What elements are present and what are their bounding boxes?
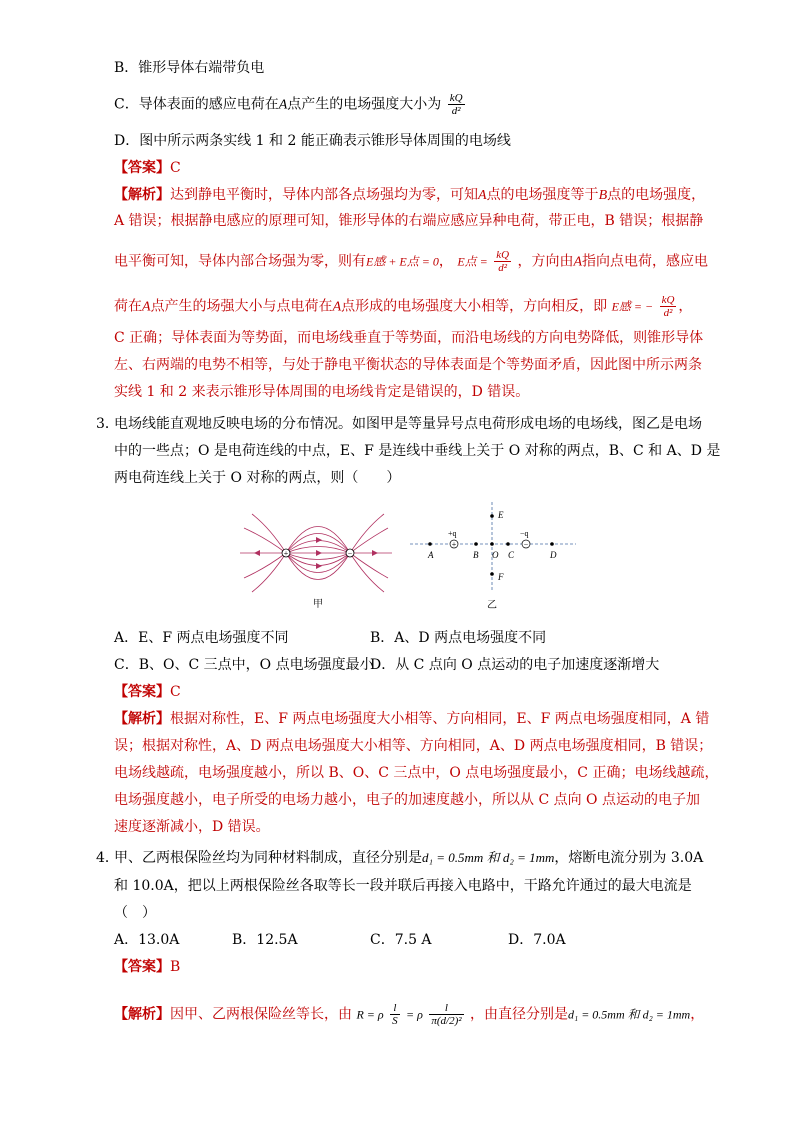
svg-text:+q: +q [448, 529, 457, 538]
q4-answer: 【答案】B [114, 959, 181, 975]
q2-analysis-line-4: 荷在A点产生的场强大小与点电荷在A点形成的电场强度大小相等，方向相反，即 E感 = − $\frac{kQ}{\text{d²}}$ ， [114, 294, 693, 319]
svg-text:B: B [473, 550, 479, 560]
q4-analysis-line-1: 【解析】因甲、乙两根保险丝等长，由 R = ρ $\frac{l}{S}$ = ρ $\frac{l}{\text{π(d/2)²}}$ ，由直径分别是d₁ = 0.5mm 和 d₂ = 1mm， [114, 1002, 705, 1027]
q3-option-b: B．A、D 两点电场强度不同 [370, 630, 547, 646]
q2-option-d: D．图中所示两条实线 1 和 2 能正确表示锥形导体周围的电场线 [114, 133, 511, 149]
svg-text:C: C [508, 550, 515, 560]
fraction-l-s: $\frac{l}{S}$ [392, 1002, 398, 1027]
svg-text:−: − [523, 540, 529, 549]
q2-analysis-line-6: 左、右两端的电势不相等，与处于静电平衡状态的导体表面是个等势面矛盾，因此图中所示两条 [114, 357, 702, 373]
q3-number: 3． [96, 416, 119, 432]
q3-stem-line-3: 两电荷连线上关于 O 对称的两点，则（ ） [114, 470, 401, 486]
q4-stem-line-2: 和 10.0A，把以上两根保险丝各取等长一段并联后再接入电路中，干路允许通过的最大电流是 [114, 878, 692, 894]
q2-analysis-line-2: A 错误；根据静电感应的原理可知，锥形导体的右端应感应异种电荷，带正电，B 错误；根据静 [114, 213, 704, 229]
q2-answer: 【答案】C [114, 160, 181, 176]
figure-yi-points [408, 500, 578, 612]
svg-text:+: + [451, 540, 457, 549]
svg-text:−q: −q [520, 529, 529, 538]
q2-analysis-line-7: 实线 1 和 2 来表示锥形导体周围的电场线肯定是错误的，D 错误。 [114, 384, 530, 400]
svg-text:+: + [283, 549, 289, 558]
q4-option-a: A．13.0A [114, 932, 180, 948]
svg-text:A: A [428, 550, 434, 560]
q3-answer: 【答案】C [114, 684, 181, 700]
q3-analysis-line-3: 电场线越疏，电场强度越小，所以 B、O、C 三点中，O 点电场强度最小，C 正确；电场线越疏， [114, 765, 719, 781]
svg-text:O: O [492, 550, 499, 560]
q2-analysis-line-5: C 正确；导体表面为等势面，而电场线垂直于等势面，而沿电场线的方向电势降低，则锥形导体 [114, 330, 704, 346]
figure-jia-caption: 甲 [313, 599, 323, 608]
fraction-kq-d2: $\frac{kQ}{\text{d²}}$ [496, 249, 510, 274]
svg-text:F: F [498, 572, 504, 582]
figure-jia-field-lines [236, 508, 396, 608]
q3-analysis-line-5: 速度逐渐减小，D 错误。 [114, 819, 270, 835]
q3-option-c: C．B、O、C 三点中，O 点电场强度最小 [114, 657, 374, 673]
q4-stem-line-3: （ ） [114, 905, 156, 921]
q2-option-c: C．导体表面的感应电荷在A点产生的电场强度大小为 $\frac{kQ}{\text{d²}}$ [114, 92, 463, 117]
fraction-l-area: $\frac{l}{\text{π(d/2)²}}$ [431, 1002, 462, 1027]
q2-analysis-line-1: 【解析】达到静电平衡时，导体内部各点场强均为零，可知A点的电场强度等于B点的电场强度， [114, 187, 706, 203]
svg-text:E: E [498, 510, 504, 520]
q3-analysis-line-2: 误；根据对称性，A、D 两点电场强度大小相等、方向相同，A、D 两点电场强度相同，B 错误； [114, 738, 713, 754]
svg-text:−: − [347, 549, 353, 558]
q4-option-d: D．7.0A [508, 932, 566, 948]
figure-yi-caption: 乙 [487, 600, 497, 611]
q3-analysis-line-4: 电场强度越小，电子所受的电场力越小，电子的加速度越小，所以从 C 点向 O 点运动的电子加 [114, 792, 700, 808]
q4-option-c: C．7.5 A [370, 932, 432, 948]
q3-option-d: D．从 C 点向 O 点运动的电子加速度逐渐增大 [370, 657, 660, 673]
q2-analysis-line-3: 电平衡可知，导体内部合场强为零，则有E感 + E点 = 0， E点 = $\frac{kQ}{\text{d²}}$ ，方向由A指向点电荷，感应电 [114, 249, 709, 274]
fraction-kq-d2: $\frac{kQ}{\text{d²}}$ [449, 92, 463, 117]
q3-stem-line-1: 电场线能直观地反映电场的分布情况。如图甲是等量异号点电荷形成电场的电场线，图乙是电场 [114, 416, 702, 432]
q3-option-a: A．E、F 两点电场强度不同 [114, 630, 289, 646]
q3-analysis-line-1: 【解析】根据对称性，E、F 两点电场强度大小相等、方向相同，E、F 两点电场强度相同，A 错 [114, 711, 710, 727]
q4-stem-line-1: 甲、乙两根保险丝均为同种材料制成，直径分别是d₁ = 0.5mm 和 d₂ = 1mm，熔断电流分别为 3.0A [114, 850, 704, 866]
svg-text:D: D [550, 550, 557, 560]
q4-option-b: B．12.5A [232, 932, 298, 948]
q3-stem-line-2: 中的一些点；O 是电荷连线的中点，E、F 是连线中垂线上关于 O 对称的两点，B、C 和 A、D 是 [114, 443, 721, 459]
q2-option-b: B．锥形导体右端带负电 [114, 60, 265, 76]
q4-number: 4． [96, 850, 119, 866]
fraction-kq-d2: $\frac{kQ}{\text{d²}}$ [661, 294, 675, 319]
